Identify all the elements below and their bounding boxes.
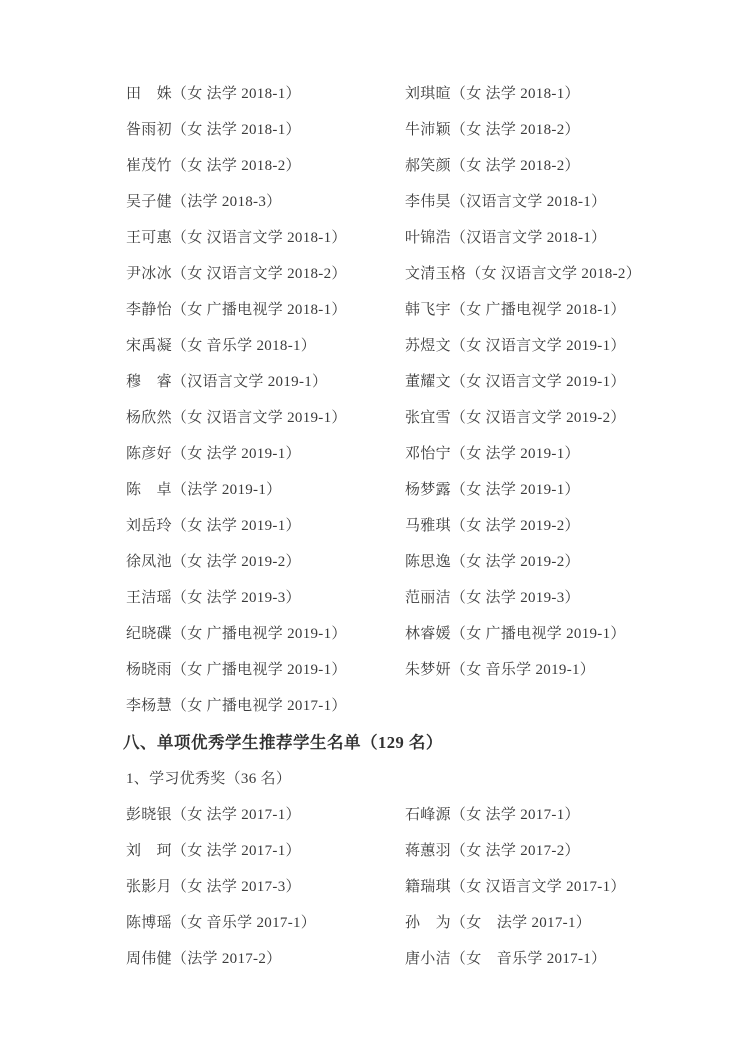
- student-entry: 马雅琪（女 法学 2019-2）: [405, 517, 580, 534]
- student-row: [126, 398, 719, 434]
- student-row: [126, 74, 719, 110]
- student-entry: 李伟昊（汉语言文学 2018-1）: [405, 193, 607, 210]
- student-row: [126, 218, 719, 254]
- student-entry: 陈彦好（女 法学 2019-1）: [126, 445, 301, 462]
- subsection-heading: 1、学习优秀奖（36 名）: [126, 770, 292, 787]
- student-name-list-award: [126, 795, 719, 975]
- student-row: [126, 362, 719, 398]
- student-entry: 张宜雪（女 汉语言文学 2019-2）: [405, 409, 626, 426]
- student-entry: 石峰源（女 法学 2017-1）: [405, 806, 580, 823]
- student-entry: 朱梦妍（女 音乐学 2019-1）: [405, 661, 596, 678]
- student-entry: 王洁瑶（女 法学 2019-3）: [126, 589, 301, 606]
- student-row: [126, 434, 719, 470]
- student-entry: 宋禹凝（女 音乐学 2018-1）: [126, 337, 317, 354]
- student-row: [126, 326, 719, 362]
- student-row: [126, 254, 719, 290]
- student-entry: 籍瑞琪（女 汉语言文学 2017-1）: [405, 878, 626, 895]
- student-entry: 杨晓雨（女 广播电视学 2019-1）: [126, 661, 347, 678]
- student-entry: 穆 睿（汉语言文学 2019-1）: [126, 373, 328, 390]
- student-entry: 刘 珂（女 法学 2017-1）: [126, 842, 301, 859]
- student-entry: 徐凤池（女 法学 2019-2）: [126, 553, 301, 570]
- student-entry: 韩飞宇（女 广播电视学 2018-1）: [405, 301, 626, 318]
- student-entry: 陈 卓（法学 2019-1）: [126, 481, 282, 498]
- student-entry: 纪晓碟（女 广播电视学 2019-1）: [126, 625, 347, 642]
- student-entry: 文清玉格（女 汉语言文学 2018-2）: [405, 265, 641, 282]
- student-row: [126, 290, 719, 326]
- student-entry: 周伟健（法学 2017-2）: [126, 950, 282, 967]
- student-entry: 郝笑颜（女 法学 2018-2）: [405, 157, 580, 174]
- student-row: [126, 182, 719, 218]
- student-row: [126, 578, 719, 614]
- student-entry: 刘岳玲（女 法学 2019-1）: [126, 517, 301, 534]
- student-row: [126, 470, 719, 506]
- student-row: [126, 795, 719, 831]
- student-row: [126, 867, 719, 903]
- student-row: [126, 686, 719, 722]
- student-entry: 昝雨初（女 法学 2018-1）: [126, 121, 301, 138]
- student-entry: 范丽洁（女 法学 2019-3）: [405, 589, 580, 606]
- student-entry: 叶锦浩（汉语言文学 2018-1）: [405, 229, 607, 246]
- student-entry: 尹冰冰（女 汉语言文学 2018-2）: [126, 265, 347, 282]
- student-entry: 牛沛颖（女 法学 2018-2）: [405, 121, 580, 138]
- student-entry: 董耀文（女 汉语言文学 2019-1）: [405, 373, 626, 390]
- student-entry: 陈思逸（女 法学 2019-2）: [405, 553, 580, 570]
- student-entry: 苏煜文（女 汉语言文学 2019-1）: [405, 337, 626, 354]
- student-entry: 唐小洁（女 音乐学 2017-1）: [405, 950, 607, 967]
- student-entry: 李静怡（女 广播电视学 2018-1）: [126, 301, 347, 318]
- student-row: [126, 831, 719, 867]
- student-entry: 孙 为（女 法学 2017-1）: [405, 914, 592, 931]
- student-row: [126, 506, 719, 542]
- student-row: [126, 650, 719, 686]
- student-row: [126, 146, 719, 182]
- student-row: [126, 939, 719, 975]
- student-row: [126, 542, 719, 578]
- student-entry: 陈博瑶（女 音乐学 2017-1）: [126, 914, 317, 931]
- student-entry: 彭晓银（女 法学 2017-1）: [126, 806, 301, 823]
- student-row: [126, 903, 719, 939]
- student-entry: 蒋蕙羽（女 法学 2017-2）: [405, 842, 580, 859]
- student-entry: 杨欣然（女 汉语言文学 2019-1）: [126, 409, 347, 426]
- student-entry: 吴子健（法学 2018-3）: [126, 193, 282, 210]
- student-entry: 崔茂竹（女 法学 2018-2）: [126, 157, 301, 174]
- student-entry: 林睿媛（女 广播电视学 2019-1）: [405, 625, 626, 642]
- student-entry: 邓怡宁（女 法学 2019-1）: [405, 445, 580, 462]
- student-entry: 杨梦露（女 法学 2019-1）: [405, 481, 580, 498]
- student-entry: 李杨慧（女 广播电视学 2017-1）: [126, 697, 347, 714]
- student-entry: 张影月（女 法学 2017-3）: [126, 878, 301, 895]
- student-name-list-continued: [126, 74, 719, 722]
- student-row: [126, 614, 719, 650]
- student-entry: 刘琪暄（女 法学 2018-1）: [405, 85, 580, 102]
- student-entry: 田 姝（女 法学 2018-1）: [126, 85, 301, 102]
- student-entry: 王可惠（女 汉语言文学 2018-1）: [126, 229, 347, 246]
- student-row: [126, 110, 719, 146]
- section-heading: 八、单项优秀学生推荐学生名单（129 名）: [123, 732, 443, 752]
